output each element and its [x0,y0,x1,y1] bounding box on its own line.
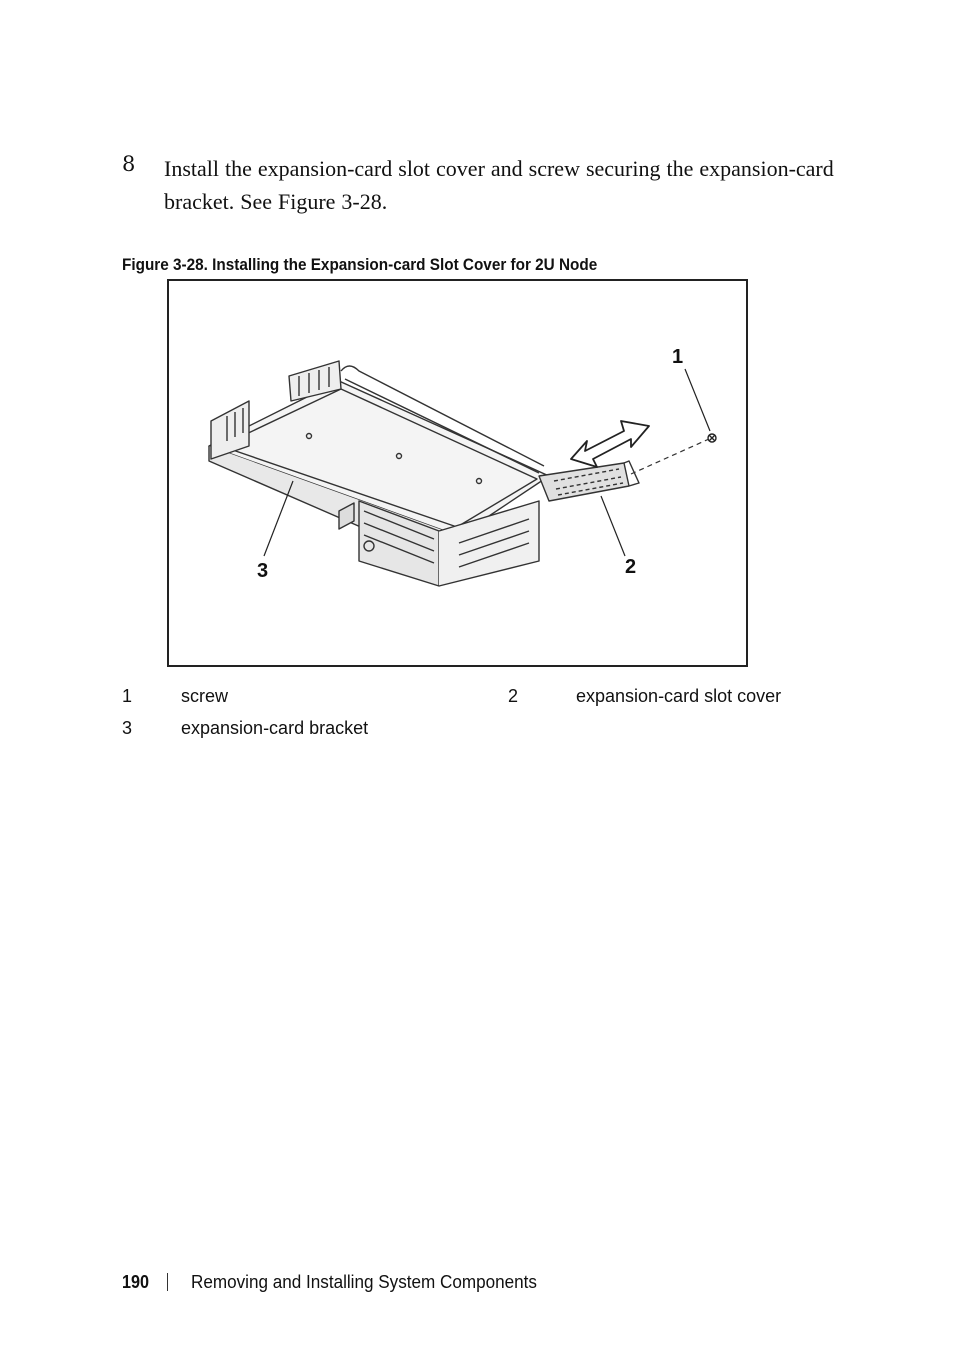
figure-illustration [167,279,748,667]
figure-caption: Figure 3-28. Installing the Expansion-card Slot Cover for 2U Node [122,255,598,274]
expansion-card-assembly-drawing [169,281,746,665]
legend-number: 3 [122,718,133,738]
legend-number: 1 [122,686,133,706]
section-title: Removing and Installing System Components [191,1272,538,1292]
legend-row [122,718,822,750]
page-footer [122,1272,555,1293]
step-instruction: Install the expansion-card slot cover and screw securing the expansion-card bracket. See Figure 3-28. [164,156,834,214]
callout-3: 3 [257,560,269,582]
legend-label: expansion-card bracket [181,718,369,738]
callout-1: 1 [672,346,684,368]
legend-number: 2 [508,686,519,706]
page-number: 190 [122,1272,150,1292]
legend-row [122,686,822,718]
footer-divider [167,1273,168,1291]
step-number: 8 [122,152,136,176]
figure-legend [122,686,822,750]
legend-label: screw [181,686,229,706]
legend-label: expansion-card slot cover [576,686,782,706]
callout-2: 2 [625,556,637,578]
